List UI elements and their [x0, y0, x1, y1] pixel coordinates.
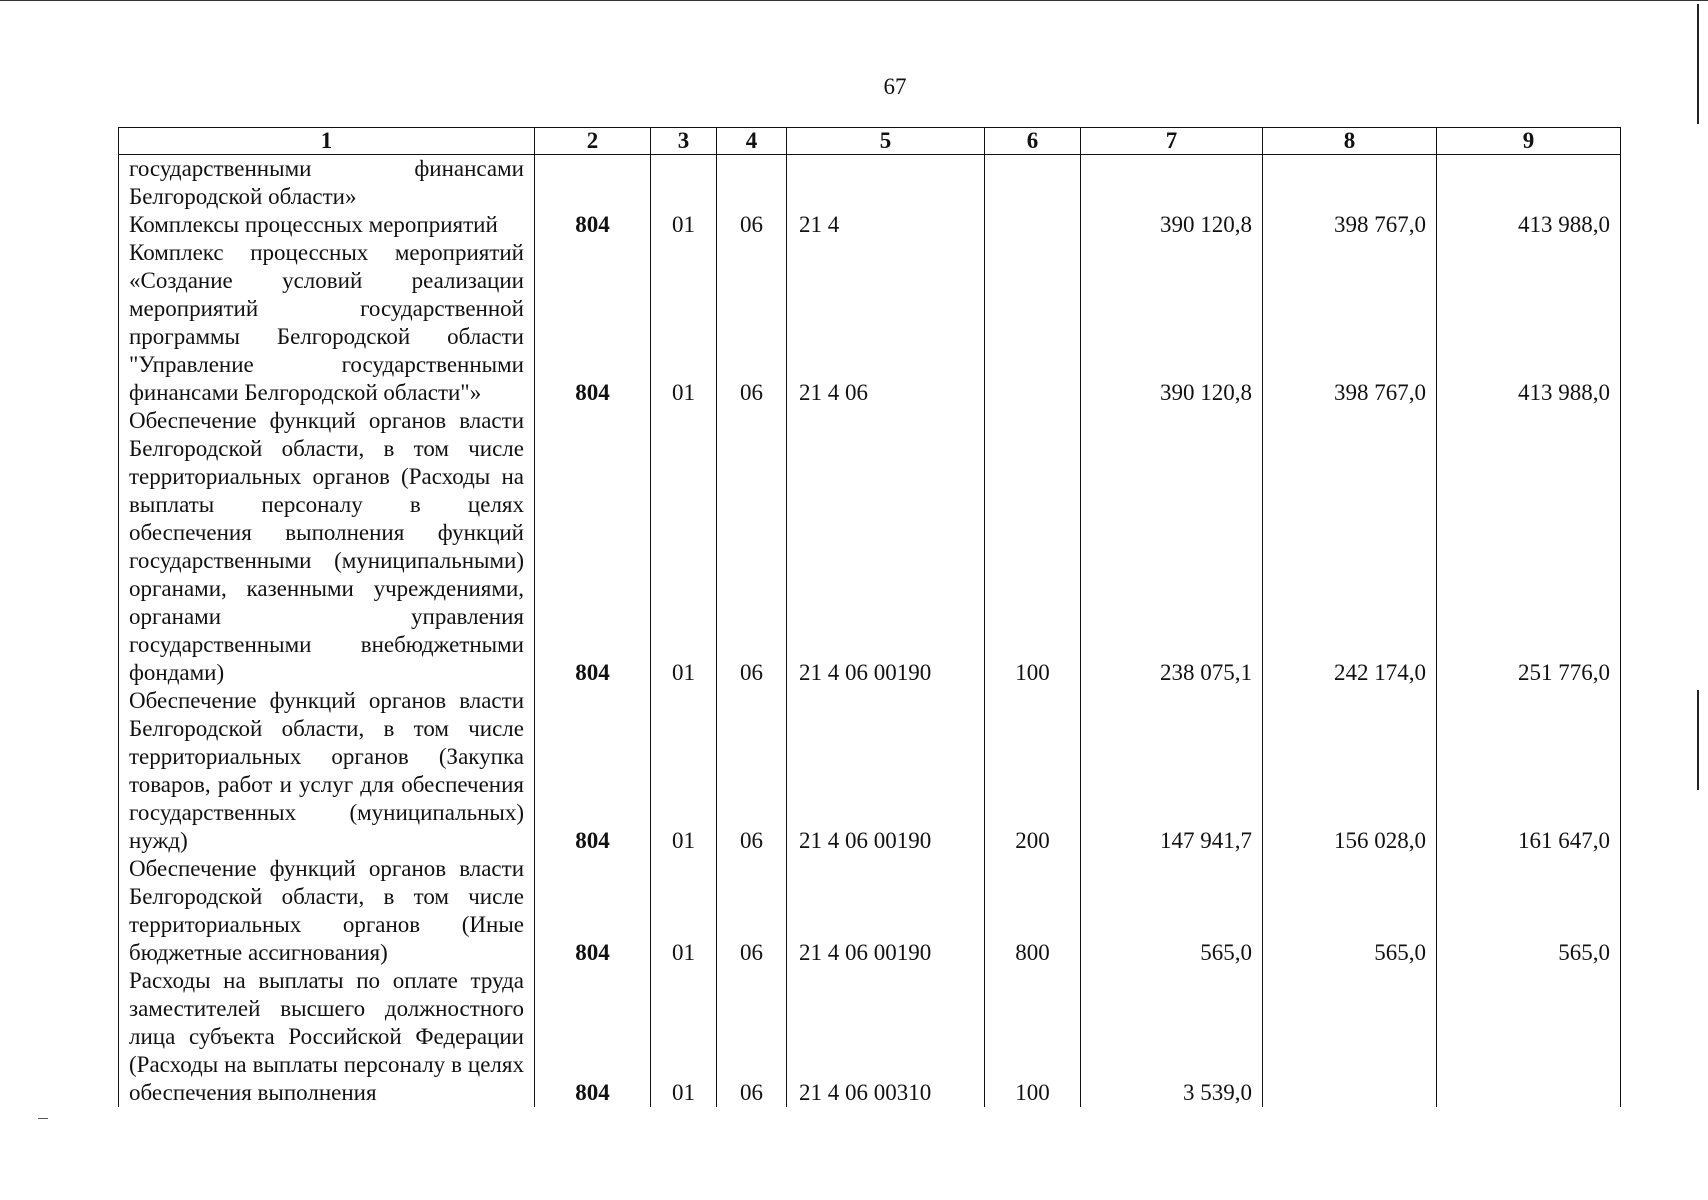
cell-col-2: 804 — [535, 687, 651, 855]
cell-col-8: 398 767,0 — [1263, 239, 1437, 407]
cell-col-4 — [717, 155, 787, 212]
cell-col-4: 06 — [717, 967, 787, 1107]
cell-col-7 — [1081, 155, 1263, 212]
cell-col-9: 413 988,0 — [1437, 239, 1621, 407]
budget-table — [118, 127, 1621, 1107]
cell-col-6 — [985, 155, 1081, 212]
row-name: Комплексы процессных мероприятий — [119, 211, 535, 239]
cell-col-9: 161 647,0 — [1437, 687, 1621, 855]
cell-col-9: 565,0 — [1437, 855, 1621, 967]
cell-col-9 — [1437, 967, 1621, 1107]
cell-col-2: 804 — [535, 855, 651, 967]
cell-col-2 — [535, 155, 651, 212]
cell-col-2: 804 — [535, 211, 651, 239]
col-header-6: 6 — [985, 128, 1081, 155]
cell-col-9 — [1437, 155, 1621, 212]
cell-col-4: 06 — [717, 687, 787, 855]
cell-col-3: 01 — [651, 407, 717, 687]
cell-col-7: 3 539,0 — [1081, 967, 1263, 1107]
cell-col-3 — [651, 155, 717, 212]
cell-col-7: 390 120,8 — [1081, 211, 1263, 239]
table-row — [119, 855, 1621, 967]
cell-col-6: 200 — [985, 687, 1081, 855]
cell-col-4: 06 — [717, 407, 787, 687]
cell-col-6: 800 — [985, 855, 1081, 967]
page-number: 67 — [883, 74, 907, 99]
scan-edge-mark-top — [1697, 4, 1699, 124]
row-name: Обеспечение функций органов власти Белгородской области, в том числе территориальных органов (Закупка товаров, работ и услуг для обеспечения государственных (муниципальных) нужд) — [119, 687, 535, 855]
row-name: Обеспечение функций органов власти Белгородской области, в том числе территориальных органов (Расходы на выплаты персоналу в целях обеспечения выполнения функций государственными (муниципальными) органами, казенными учреждениями, органами управления государственными внебюджетными фондами) — [119, 407, 535, 687]
cell-col-8: 565,0 — [1263, 855, 1437, 967]
cell-col-7: 565,0 — [1081, 855, 1263, 967]
cell-col-8: 242 174,0 — [1263, 407, 1437, 687]
col-header-7: 7 — [1081, 128, 1263, 155]
cell-col-5: 21 4 06 00310 — [787, 967, 985, 1107]
cell-col-7: 390 120,8 — [1081, 239, 1263, 407]
cell-col-4: 06 — [717, 855, 787, 967]
table-row — [119, 407, 1621, 687]
table-row — [119, 239, 1621, 407]
row-name: Обеспечение функций органов власти Белгородской области, в том числе территориальных органов (Иные бюджетные ассигнования) — [119, 855, 535, 967]
col-header-1: 1 — [119, 128, 535, 155]
cell-col-5: 21 4 06 00190 — [787, 407, 985, 687]
top-scan-edge — [0, 0, 1708, 1]
cell-col-3: 01 — [651, 967, 717, 1107]
cell-col-2: 804 — [535, 239, 651, 407]
table-row — [119, 967, 1621, 1107]
cell-col-3: 01 — [651, 211, 717, 239]
row-name: Комплекс процессных мероприятий «Создание условий реализации мероприятий государственной программы Белгородской области "Управление государственными финансами Белгородской области"» — [119, 239, 535, 407]
cell-col-3: 01 — [651, 687, 717, 855]
cell-col-3: 01 — [651, 855, 717, 967]
cell-col-6 — [985, 239, 1081, 407]
cell-col-6: 100 — [985, 967, 1081, 1107]
cell-col-8 — [1263, 155, 1437, 212]
cell-col-9: 251 776,0 — [1437, 407, 1621, 687]
cell-col-8 — [1263, 967, 1437, 1107]
scan-mark — [38, 1118, 48, 1119]
cell-col-8: 156 028,0 — [1263, 687, 1437, 855]
cell-col-8: 398 767,0 — [1263, 211, 1437, 239]
cell-col-7: 147 941,7 — [1081, 687, 1263, 855]
cell-col-4: 06 — [717, 211, 787, 239]
cell-col-2: 804 — [535, 407, 651, 687]
scan-edge-mark-middle — [1697, 690, 1699, 790]
row-name: государственными финансами Белгородской области» — [119, 155, 535, 212]
col-header-4: 4 — [717, 128, 787, 155]
cell-col-9: 413 988,0 — [1437, 211, 1621, 239]
cell-col-5: 21 4 06 00190 — [787, 855, 985, 967]
col-header-8: 8 — [1263, 128, 1437, 155]
col-header-9: 9 — [1437, 128, 1621, 155]
header-row — [119, 128, 1621, 155]
col-header-5: 5 — [787, 128, 985, 155]
table-row — [119, 155, 1621, 212]
cell-col-3: 01 — [651, 239, 717, 407]
row-name: Расходы на выплаты по оплате труда заместителей высшего должностного лица субъекта Российской Федерации (Расходы на выплаты персоналу в целях обеспечения выполнения — [119, 967, 535, 1107]
cell-col-4: 06 — [717, 239, 787, 407]
table-row — [119, 211, 1621, 239]
cell-col-5: 21 4 06 00190 — [787, 687, 985, 855]
cell-col-5: 21 4 06 — [787, 239, 985, 407]
cell-col-5: 21 4 — [787, 211, 985, 239]
cell-col-5 — [787, 155, 985, 212]
cell-col-6 — [985, 211, 1081, 239]
table-row — [119, 687, 1621, 855]
cell-col-7: 238 075,1 — [1081, 407, 1263, 687]
cell-col-2: 804 — [535, 967, 651, 1107]
col-header-2: 2 — [535, 128, 651, 155]
col-header-3: 3 — [651, 128, 717, 155]
cell-col-6: 100 — [985, 407, 1081, 687]
